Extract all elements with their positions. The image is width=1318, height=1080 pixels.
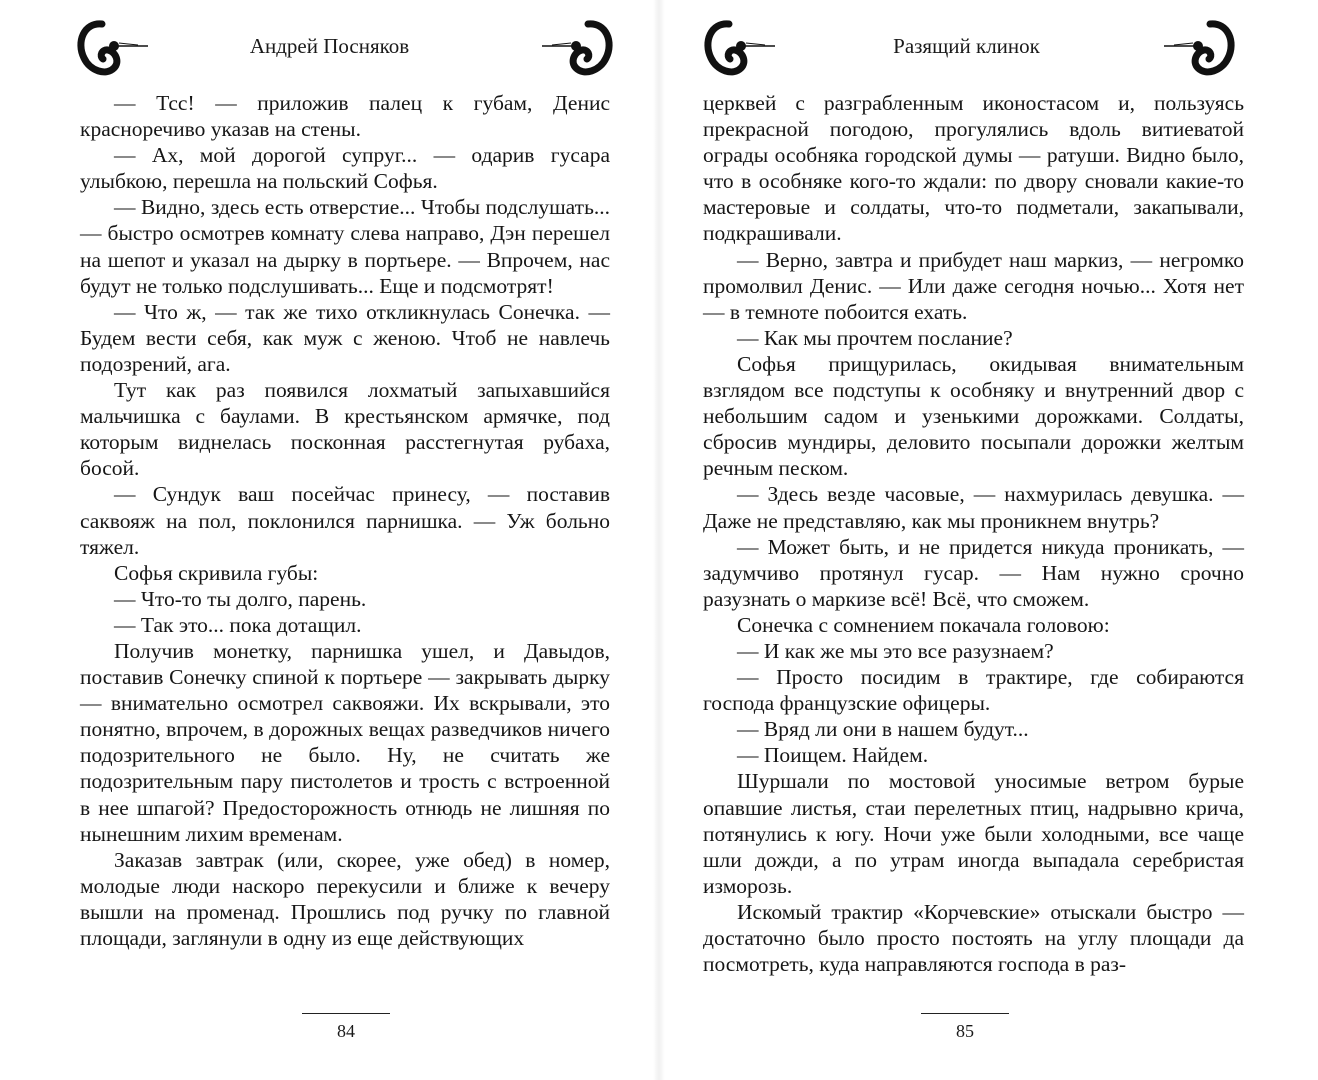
footer-rule	[921, 1013, 1009, 1014]
left-text-block	[80, 90, 610, 951]
page-number: 85	[956, 1021, 974, 1041]
paragraph: — Как мы прочтем послание?	[737, 325, 1013, 350]
paragraph: — Вряд ли они в нашем будут...	[737, 717, 1029, 742]
right-text-block	[703, 90, 1244, 977]
paragraph: — Видно, здесь есть отверстие... Чтобы подслушать... — быстро осмотрев комнату слева направо, Дэн перешел на шепот и указал на дырку в портьере. — Впрочем, нас будут не только подслушивать... Еще и подсмотрят!	[80, 195, 610, 298]
page-number: 84	[337, 1021, 355, 1041]
paragraph: — Здесь везде часовые, — нахмурилась девушка. — Даже не представляю, как мы проникнем внутрь?	[703, 482, 1244, 533]
paragraph: — Верно, завтра и прибудет наш маркиз, — негромко промолвил Денис. — Или даже сегодня ночью... Хотя нет — в темноте побоится ехать.	[703, 247, 1244, 324]
running-head-author: Андрей Посняков	[249, 34, 410, 58]
right-page	[659, 0, 1318, 1080]
paragraph: — И как же мы это все разузнаем?	[737, 638, 1054, 663]
footer-rule	[302, 1013, 390, 1014]
paragraph: — Ах, мой дорогой супруг... — одарив гусара улыбкою, перешла на польский Софья.	[80, 143, 610, 194]
paragraph: Искомый трактир «Корчевские» отыскали быстро — достаточно было просто постоять на углу площади да посмотреть, куда направляются господа в раз-	[703, 899, 1244, 977]
paragraph: Заказав завтрак (или, скорее, уже обед) в номер, молодые люди наскоро перекусили и ближе к вечеру вышли на променад. Прошлись под ручку по главной площади, заглянули в одну из еще действующих	[80, 847, 610, 950]
running-head-title: Разящий клинок	[893, 34, 1040, 58]
paragraph: — Просто посидим в трактире, где собираются господа французские офицеры.	[703, 665, 1244, 716]
paragraph: — Может быть, и не придется никуда проникать, — задумчиво протянул гусар. — Нам нужно срочно разузнать о маркизе всё! Всё, что сможем.	[703, 534, 1244, 611]
paragraph: Шуршали по мостовой уносимые ветром бурые опавшие листья, стаи перелетных птиц, надрывно крича, потянулись к югу. Ночи уже были холодными, все чаще шли дожди, а по утрам иногда выпадала серебристая изморозь.	[703, 769, 1244, 898]
paragraph: — Поищем. Найдем.	[737, 743, 929, 768]
paragraph: Софья прищурилась, окидывая внимательным взглядом все подступы к особняку и внутренний двор с небольшим садом и узенькими дорожками. Солдаты, сбросив мундиры, деловито посыпали дорожки желтым речным песком.	[703, 351, 1244, 481]
paragraph: — Так это... пока дотащил.	[114, 612, 362, 637]
paragraph: — Что-то ты долго, парень.	[114, 586, 367, 611]
paragraph: церквей с разграбленным иконостасом и, пользуясь прекрасной погодою, прогулялись вдоль витиеватой ограды особняка городской думы — ратуши. Видно было, что в особняке кого-то ждали: по двору сновали какие-то мастеровые и солдаты, что-то подметали, закапывали, подкрашивали.	[703, 91, 1244, 246]
paragraph: Сонечка с сомнением покачала головою:	[737, 612, 1110, 637]
book-gutter	[653, 0, 665, 1080]
paragraph: — Тсс! — приложив палец к губам, Денис красноречиво указав на стены.	[80, 91, 610, 142]
paragraph: — Сундук ваш посейчас принесу, — поставив саквояж на пол, поклонился парнишка. — Уж больно тяжел.	[80, 482, 610, 559]
paragraph: Софья скривила губы:	[114, 560, 319, 585]
paragraph: Тут как раз появился лохматый запыхавшийся мальчишка с баулами. В крестьянском армячке, под которым виднелась посконная расстегнутая рубаха, босой.	[80, 378, 610, 481]
paragraph: Получив монетку, парнишка ушел, и Давыдов, поставив Сонечку спиной к портьере — закрывать дырку — внимательно осмотрел саквояжи. Их вскрывали, это понятно, впрочем, в дорожных вещах разведчиков ничего подозрительного не было. Ну, не считать же подозрительным пару пистолетов и трость с встроенной в нее шпагой? Предосторожность отнюдь не лишняя по нынешним лихим временам.	[80, 638, 610, 846]
paragraph: — Что ж, — так же тихо откликнулась Сонечка. — Будем вести себя, как муж с женою. Чтоб не навлечь подозрений, ага.	[80, 299, 610, 376]
